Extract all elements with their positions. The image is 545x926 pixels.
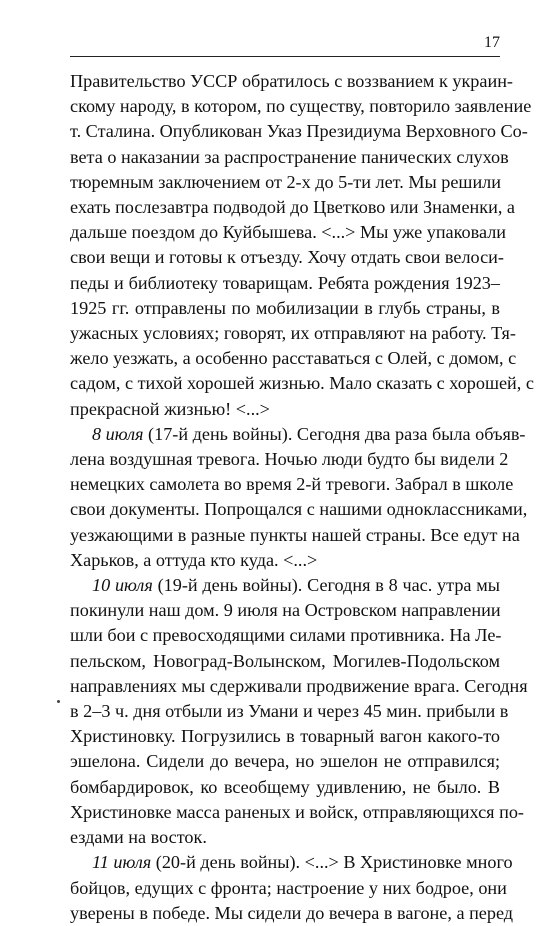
text-line: тюремным заключением от 2-х до 5-ти лет. Мы решили bbox=[70, 171, 501, 192]
text-line: направлениях мы сдерживали продвижение врага. Сегодня bbox=[70, 675, 528, 696]
text-line: пельском, Новоград-Волынском, Могилев-Подольском bbox=[70, 650, 500, 671]
entry-date: 11 июля bbox=[92, 852, 152, 873]
text-line: бойцов, едущих с фронта; настроение у них бодрое, они bbox=[70, 877, 507, 898]
text-line: вета о наказании за распространение панических слухов bbox=[70, 146, 509, 167]
page-number: 17 bbox=[484, 34, 500, 51]
text-line: эшелона. Сидели до вечера, но эшелон не отправился; bbox=[70, 751, 500, 772]
paragraph-2 bbox=[70, 422, 528, 573]
text-line: жело уезжать, а особенно расставаться с Олей, с домом, с bbox=[70, 348, 517, 369]
text-line: т. Сталина. Опубликован Указ Президиума Верховного Со- bbox=[70, 121, 528, 142]
paragraph-1 bbox=[70, 69, 534, 422]
text-line: свои вещи и готовы к отъезду. Хочу отдать свои велоси- bbox=[70, 247, 504, 268]
text-line: Правительство УССР обратилось с воззванием к украин- bbox=[70, 71, 513, 91]
text-line: педы и библиотеку товарищам. Ребята рождения 1923– bbox=[70, 272, 500, 293]
entry-first-line bbox=[70, 850, 513, 875]
print-speck bbox=[57, 700, 60, 703]
text-line: шли бои с превосходящими силами противника. На Ле- bbox=[70, 625, 502, 646]
text-line: бомбардировок, ко всеобщему удивлению, не было. В bbox=[70, 776, 500, 797]
entry-date: 10 июля bbox=[92, 575, 153, 596]
text-line: ехать послезавтра подводой до Цветково или Знаменки, а bbox=[70, 197, 515, 218]
paragraph-3 bbox=[70, 573, 528, 850]
text-line: 1925 гг. отправлены по мобилизации в глубь страны, в bbox=[70, 297, 500, 318]
entry-first-line bbox=[70, 422, 526, 447]
text-line: прекрасной жизнью! <...> bbox=[70, 398, 270, 419]
text-line: дальше поездом до Куйбышева. <...> Мы уже упаковали bbox=[70, 222, 507, 243]
text-line: Харьков, а оттуда кто куда. <...> bbox=[70, 549, 318, 570]
entry-first-line bbox=[70, 573, 500, 598]
text-line: свои документы. Попрощался с нашими одноклассниками, bbox=[70, 499, 528, 520]
entry-lead: (19-й день войны). Сегодня в 8 час. утра мы bbox=[152, 575, 500, 596]
text-line: лена воздушная тревога. Ночью люди будто бы видели 2 bbox=[70, 449, 509, 470]
text-line: скому народу, в котором, по существу, повторило заявление bbox=[70, 96, 532, 117]
entry-lead: (17-й день войны). Сегодня два раза была объяв- bbox=[143, 423, 526, 444]
text-line: ездами на восток. bbox=[70, 827, 207, 848]
entry-lead: (20-й день войны). <...> В Христиновке много bbox=[151, 852, 513, 873]
body-text bbox=[70, 69, 534, 926]
text-line: немецких самолета во время 2-й тревоги. Забрал в школе bbox=[70, 474, 514, 495]
header-rule bbox=[70, 56, 500, 57]
text-line: в 2–3 ч. дня отбыли из Умани и через 45 мин. прибыли в bbox=[70, 701, 509, 722]
text-line: ужасных условиях; говорят, их отправляют на работу. Тя- bbox=[70, 323, 516, 344]
text-line: Христиновке масса раненых и войск, отправляющихся по- bbox=[70, 801, 524, 822]
text-line: Христиновку. Погрузились в товарный вагон какого-то bbox=[70, 726, 500, 747]
text-line: садом, с тихой хорошей жизнью. Мало сказать с хорошей, с bbox=[70, 373, 534, 394]
paragraph-4 bbox=[70, 850, 514, 926]
text-line: уверены в победе. Мы сидели до вечера в вагоне, а перед bbox=[70, 902, 514, 923]
entry-date: 8 июля bbox=[92, 423, 144, 444]
text-line: покинули наш дом. 9 июля на Островском направлении bbox=[70, 600, 501, 621]
text-line: уезжающими в разные пункты нашей страны. Все едут на bbox=[70, 524, 520, 545]
